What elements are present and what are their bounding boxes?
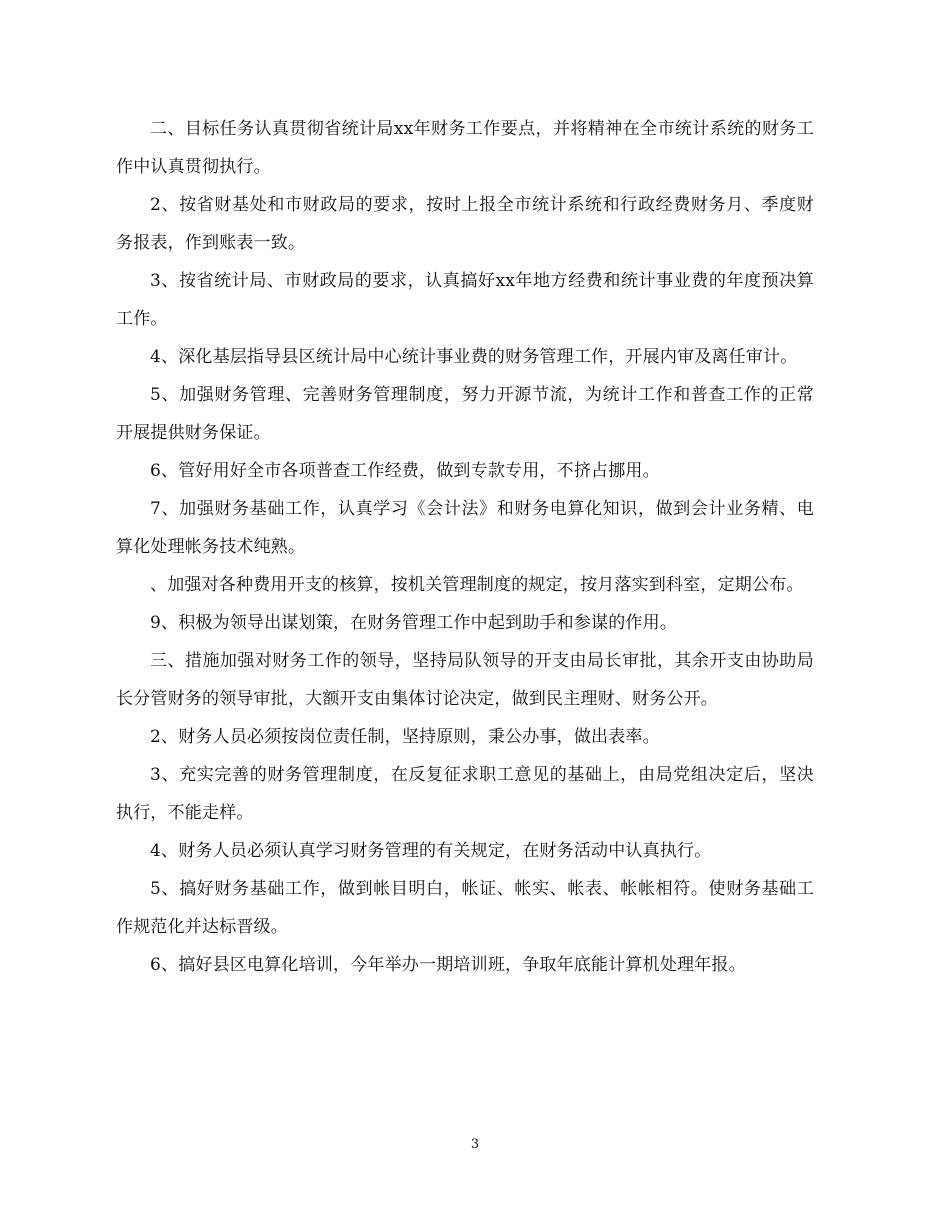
paragraph-item-6: 6、管好用好全市各项普查工作经费，做到专款专用，不挤占挪用。 bbox=[150, 461, 660, 481]
paragraph-item-3: 3、按省统计局、市财政局的要求，认真搞好xx年地方经费和统计事业费的年度预决算工作。 bbox=[116, 271, 814, 329]
document-body bbox=[116, 110, 814, 984]
paragraph-item-5: 5、加强财务管理、完善财务管理制度，努力开源节流，为统计工作和普查工作的正常开展提供财务保证。 bbox=[116, 385, 814, 443]
page-number: 3 bbox=[470, 1137, 480, 1152]
paragraph-measure-6: 6、搞好县区电算化培训，今年举办一期培训班，争取年底能计算机处理年报。 bbox=[150, 955, 746, 975]
paragraph-measure-5: 5、搞好财务基础工作，做到帐目明白，帐证、帐实、帐表、帐帐相符。使财务基础工作规范化并达标晋级。 bbox=[116, 879, 814, 937]
paragraph-measure-2: 2、财务人员必须按岗位责任制，坚持原则，秉公办事，做出表率。 bbox=[150, 727, 660, 747]
paragraph-item-7: 7、加强财务基础工作，认真学习《会计法》和财务电算化知识，做到会计业务精、电算化处理帐务技术纯熟。 bbox=[116, 499, 814, 557]
paragraph-section-3-heading: 三、措施加强对财务工作的领导，坚持局队领导的开支由局长审批，其余开支由协助局长分管财务的领导审批，大额开支由集体讨论决定，做到民主理财、财务公开。 bbox=[116, 651, 814, 709]
paragraph-section-2-heading: 二、目标任务认真贯彻省统计局xx年财务工作要点，并将精神在全市统计系统的财务工作中认真贯彻执行。 bbox=[116, 119, 814, 177]
paragraph-measure-3: 3、充实完善的财务管理制度，在反复征求职工意见的基础上，由局党组决定后，坚决执行，不能走样。 bbox=[116, 765, 814, 823]
paragraph-item-8: 、加强对各种费用开支的核算，按机关管理制度的规定，按月落实到科室，定期公布。 bbox=[150, 575, 804, 595]
paragraph-item-9: 9、积极为领导出谋划策，在财务管理工作中起到助手和参谋的作用。 bbox=[150, 613, 678, 633]
paragraph-item-2: 2、按省财基处和市财政局的要求，按时上报全市统计系统和行政经费财务月、季度财务报表，作到账表一致。 bbox=[116, 195, 814, 253]
paragraph-item-4: 4、深化基层指导县区统计局中心统计事业费的财务管理工作，开展内审及离任审计。 bbox=[150, 347, 798, 367]
paragraph-measure-4: 4、财务人员必须认真学习财务管理的有关规定，在财务活动中认真执行。 bbox=[150, 841, 712, 861]
